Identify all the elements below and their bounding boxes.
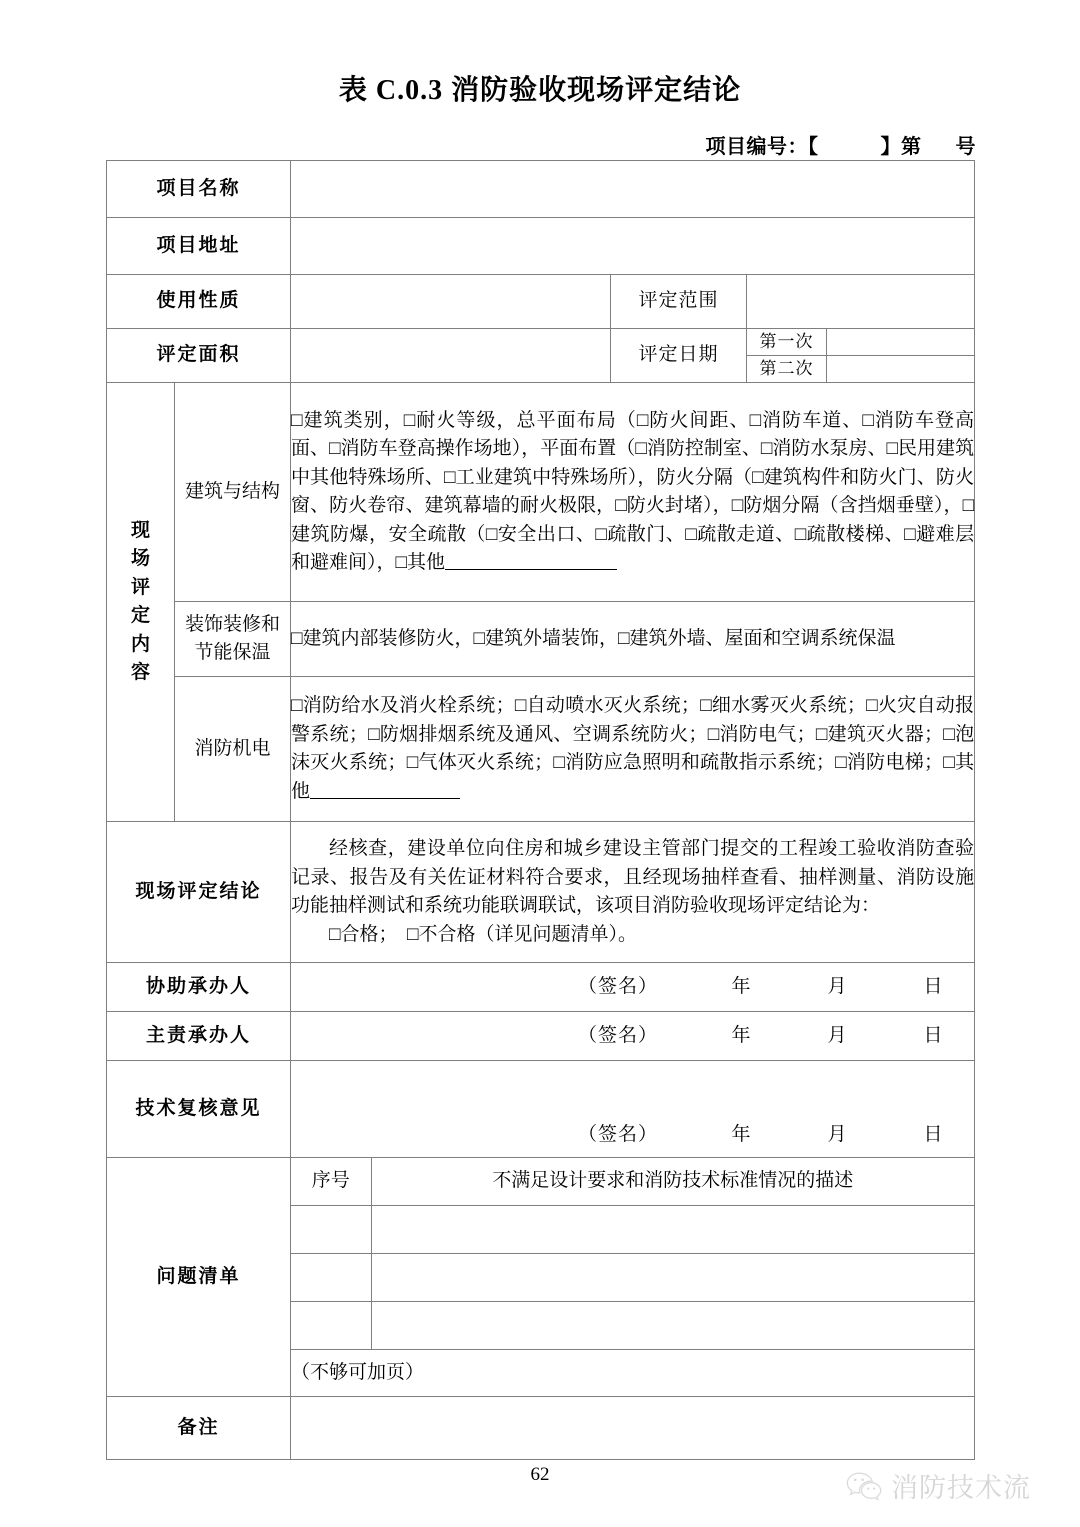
date-second-value[interactable] xyxy=(827,356,975,383)
project-number-line xyxy=(0,108,1080,159)
area-label: 评定面积 xyxy=(107,329,291,383)
table-row-content-structure xyxy=(107,383,975,602)
table-row-remark xyxy=(107,1397,975,1460)
project-name-label: 项目名称 xyxy=(107,161,291,218)
conclusion-options[interactable]: □合格； □不合格（详见问题清单）。 xyxy=(329,923,637,945)
page-number: 62 xyxy=(530,1464,550,1485)
area-value[interactable] xyxy=(291,329,611,383)
table-row-assistant-officer xyxy=(107,963,975,1012)
problem-row-no[interactable] xyxy=(291,1302,371,1350)
scope-label: 评定范围 xyxy=(611,275,747,329)
vlabel-char: 内 xyxy=(130,633,150,655)
lead-officer-label: 主责承办人 xyxy=(107,1012,291,1061)
watermark-text: 消防技术流 xyxy=(891,1473,1031,1503)
vlabel-char: 场 xyxy=(130,548,150,569)
table-row-usage xyxy=(107,275,975,329)
project-address-label: 项目地址 xyxy=(107,218,291,275)
vlabel-char: 容 xyxy=(130,662,150,683)
content-item-decoration-label xyxy=(175,602,291,677)
assistant-officer-signature-cell[interactable] xyxy=(291,963,975,1012)
problem-list-table xyxy=(291,1158,974,1396)
usage-label: 使用性质 xyxy=(107,275,291,329)
remark-label: 备注 xyxy=(107,1397,291,1460)
problem-list-cell xyxy=(291,1158,975,1397)
decoration-label-line1: 装饰装修和 xyxy=(185,613,281,635)
content-item-decoration-text: □建筑内部装修防火，□建筑外墙装饰，□建筑外墙、屋面和空调系统保温 xyxy=(291,602,975,677)
conclusion-label: 现场评定结论 xyxy=(107,822,291,963)
assistant-officer-year: 年 xyxy=(731,975,751,997)
technical-review-month: 月 xyxy=(827,1123,847,1145)
date-first-label: 第一次 xyxy=(747,329,827,356)
project-number-label: 项目编号： xyxy=(705,135,808,158)
structure-other-blank[interactable] xyxy=(445,550,617,570)
problem-row-desc[interactable] xyxy=(371,1254,974,1302)
problem-list-note: （不够可加页） xyxy=(291,1350,974,1397)
technical-review-day: 日 xyxy=(923,1123,943,1145)
content-item-structure-body xyxy=(291,383,975,602)
lead-officer-sign: （签名） xyxy=(578,1024,659,1046)
problem-row-desc[interactable] xyxy=(371,1302,974,1350)
lead-officer-year: 年 xyxy=(731,1024,751,1046)
project-number-di: 第 xyxy=(901,135,922,158)
problem-list-row xyxy=(291,1302,974,1350)
content-item-structure-text: □建筑类别，□耐火等级，总平面布局（□防火间距、□消防车道、□消防车登高面、□消防车登高操作场地），平面布置（□消防控制室、□消防水泵房、□民用建筑中其他特殊场所、□工业建筑中特殊场所），防火分隔（□建筑构件和防火门、防火窗、防火卷帘、建筑幕墙的耐火极限，□防火封堵），□防烟分隔（含挡烟垂壁），□建筑防爆，安全疏散（□安全出口、□疏散门、□疏散走道、□疏散楼梯、□避难层和避难间），□其他 xyxy=(291,409,975,573)
vlabel-char: 定 xyxy=(130,605,150,626)
problem-list-col-desc: 不满足设计要求和消防技术标准情况的描述 xyxy=(371,1158,974,1206)
assistant-officer-sign: （签名） xyxy=(578,975,659,997)
wechat-icon xyxy=(846,1471,882,1501)
date-first-value[interactable] xyxy=(827,329,975,356)
content-item-mep-body xyxy=(291,677,975,822)
table-row-content-decoration xyxy=(107,602,975,677)
evaluation-form xyxy=(106,160,974,1460)
table-row-problem-list xyxy=(107,1158,975,1397)
lead-officer-day: 日 xyxy=(923,1024,943,1046)
problem-list-header-row xyxy=(291,1158,974,1206)
problem-list-note-row xyxy=(291,1350,974,1397)
content-item-mep-text: □消防给水及消火栓系统；□自动喷水灭火系统；□细水雾灭火系统；□火灾自动报警系统；□防烟排烟系统及通风、空调系统防火；□消防电气；□建筑灭火器；□泡沫灭火系统；□气体灭火系统；□消防应急照明和疏散指示系统；□消防电梯；□其他 xyxy=(291,695,975,802)
table-row-conclusion xyxy=(107,822,975,963)
project-number-bracket-close: 】 xyxy=(880,135,901,158)
project-address-value[interactable] xyxy=(291,218,975,275)
vlabel-char: 评 xyxy=(130,576,150,598)
content-item-mep-label: 消防机电 xyxy=(175,677,291,822)
mep-other-blank[interactable] xyxy=(310,779,460,799)
table-row-project-address xyxy=(107,218,975,275)
technical-review-label: 技术复核意见 xyxy=(107,1061,291,1158)
problem-row-no[interactable] xyxy=(291,1254,371,1302)
technical-review-sign: （签名） xyxy=(578,1123,659,1145)
date-label: 评定日期 xyxy=(611,329,747,383)
page-title: 表 C.0.3 消防验收现场评定结论 xyxy=(338,75,742,106)
content-item-structure-label: 建筑与结构 xyxy=(175,383,291,602)
date-second-label: 第二次 xyxy=(747,356,827,383)
assistant-officer-day: 日 xyxy=(923,975,943,997)
table-row-lead-officer xyxy=(107,1012,975,1061)
problem-list-label: 问题清单 xyxy=(107,1158,291,1397)
scope-value[interactable] xyxy=(747,275,975,329)
problem-row-desc[interactable] xyxy=(371,1206,974,1254)
lead-officer-signature-cell[interactable] xyxy=(291,1012,975,1061)
assistant-officer-label: 协助承办人 xyxy=(107,963,291,1012)
technical-review-year: 年 xyxy=(731,1123,751,1145)
table-row-area-date-first xyxy=(107,329,975,356)
watermark xyxy=(846,1466,1031,1505)
problem-list-col-no: 序号 xyxy=(291,1158,371,1206)
project-number-bracket-open: 【 xyxy=(808,135,819,158)
conclusion-body xyxy=(291,822,975,963)
table-row-technical-review xyxy=(107,1061,975,1158)
conclusion-paragraph: 经核查，建设单位向住房和城乡建设主管部门提交的工程竣工验收消防查验记录、报告及有关佐证材料符合要求，且经现场抽样查看、抽样测量、消防设施功能抽样测试和系统功能联调联试，该项目消防验收现场评定结论为： xyxy=(291,838,975,916)
form-table xyxy=(106,160,975,1460)
project-number-hao: 号 xyxy=(955,135,976,158)
technical-review-cell[interactable] xyxy=(291,1061,975,1158)
content-section-vertical-label xyxy=(107,383,175,822)
table-row-project-name xyxy=(107,161,975,218)
project-name-value[interactable] xyxy=(291,161,975,218)
problem-list-row xyxy=(291,1206,974,1254)
decoration-label-line2: 节能保温 xyxy=(194,642,271,663)
usage-value[interactable] xyxy=(291,275,611,329)
lead-officer-month: 月 xyxy=(827,1024,847,1046)
vlabel-char: 现 xyxy=(130,519,150,541)
table-row-content-mep xyxy=(107,677,975,822)
problem-row-no[interactable] xyxy=(291,1206,371,1254)
remark-value[interactable] xyxy=(291,1397,975,1460)
problem-list-row xyxy=(291,1254,974,1302)
assistant-officer-month: 月 xyxy=(827,975,847,997)
